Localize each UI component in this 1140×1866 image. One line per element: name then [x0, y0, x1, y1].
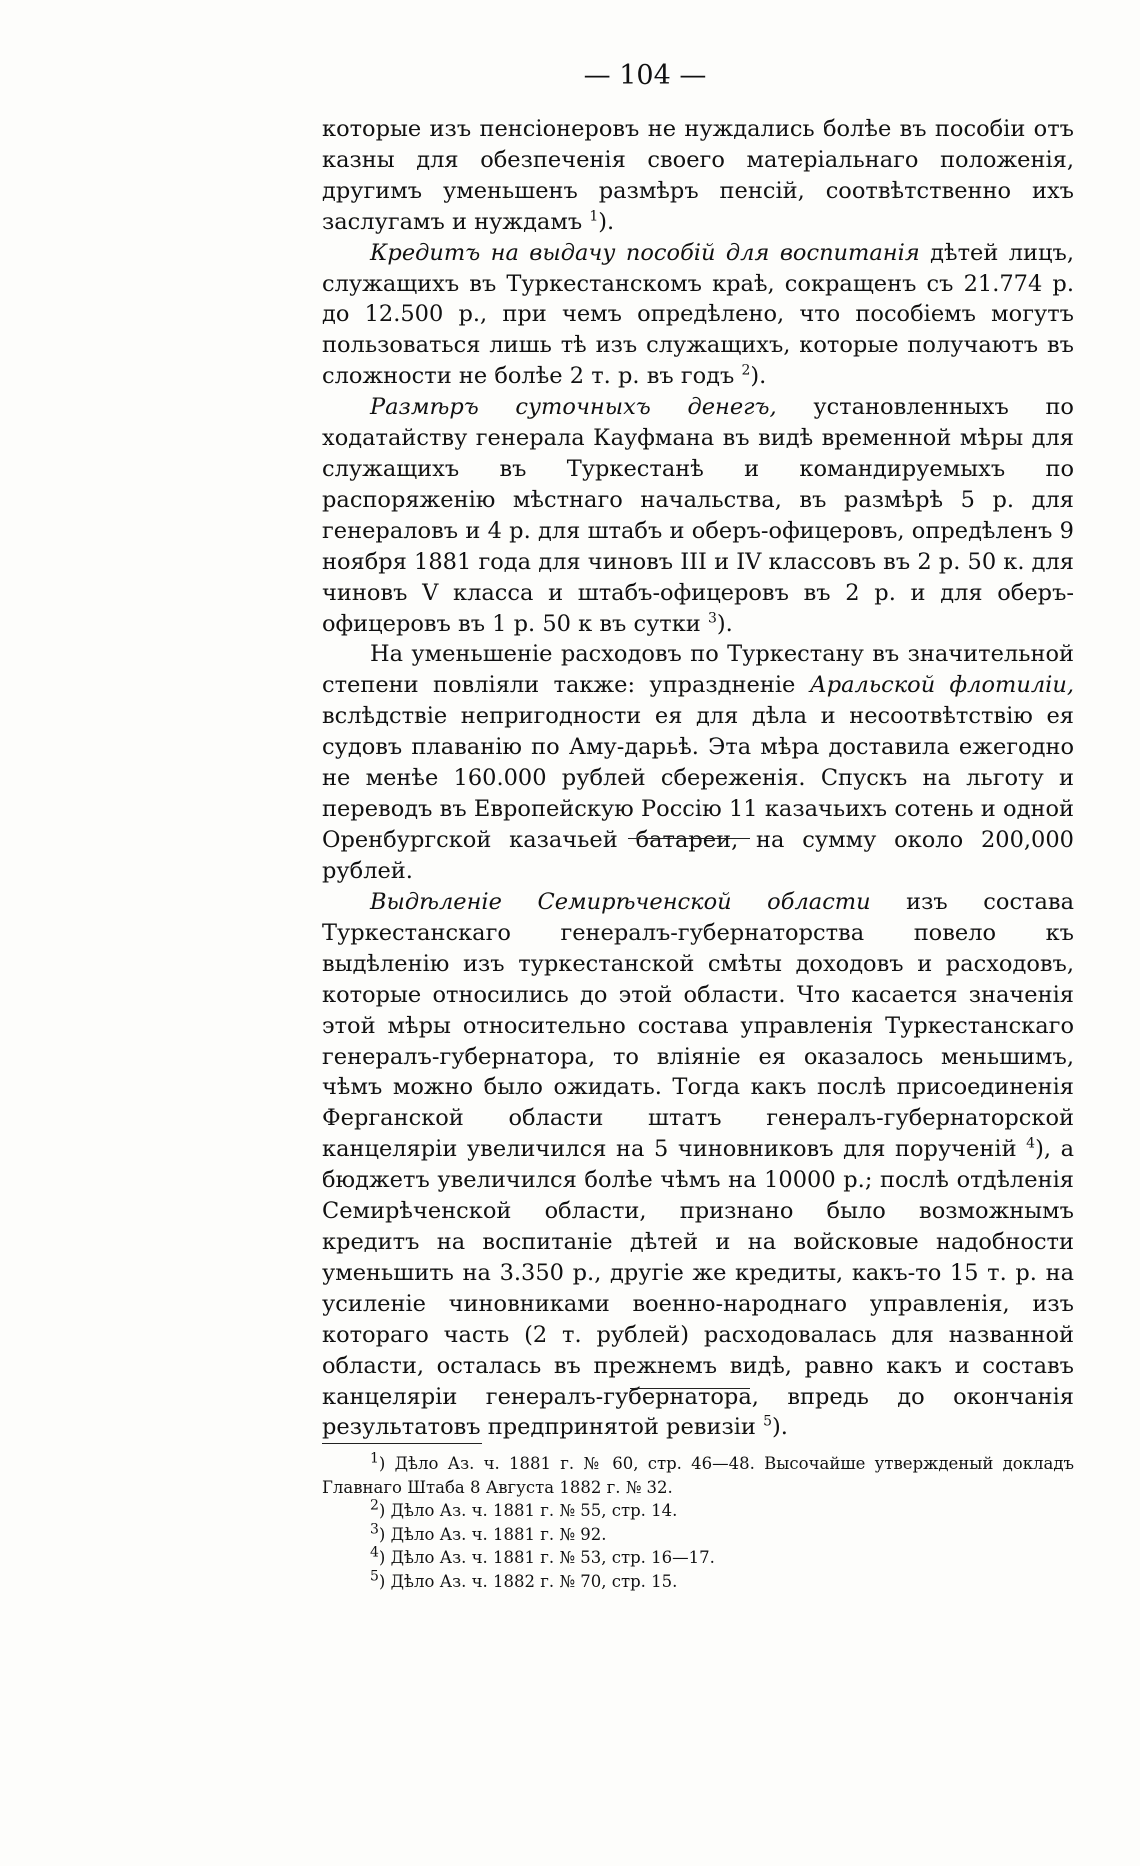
footnote-mark: 5 [370, 1568, 379, 1584]
paragraph-aral-flotilla [322, 639, 1074, 886]
footnote-text: ) Дѣло Аз. ч. 1881 г. № 55, стр. 14. [378, 1501, 678, 1520]
paragraph-end: ). [771, 1414, 788, 1441]
paragraph-pensions [322, 114, 1074, 238]
paragraph-end: ). [598, 208, 615, 235]
footnote-mark: 2 [370, 1497, 379, 1514]
footnote-ref: 3 [707, 610, 717, 626]
paragraph-text: вслѣдствіе непригодности ея для дѣла и несоотвѣтствію ея судовъ плаванію по Аму-дарьѣ. Эта мѣра доставила ежегодно не менѣе 160.000 рублей сбереженія. Спускъ на льготу и переводъ въ Европейскую Россію 11 казачьихъ сотень и одной Оренбургской казачьей батареи, на сумму около 200,000 рублей. [322, 703, 1074, 884]
italic-heading: Аральской флотиліи, [809, 672, 1074, 699]
italic-heading: Размѣръ суточныхъ денегъ, [370, 394, 777, 421]
footnote-ref: 4 [1026, 1135, 1036, 1152]
paragraph-text: дѣтей лицъ, служащихъ въ Туркестанскомъ краѣ, сокращенъ съ 21.774 р. до 12.500 р., при чемъ опредѣлено, что пособіемъ могутъ пользоваться лишь тѣ изъ служащихъ, которые получаютъ въ сложности не болѣе 2 т. р. въ годъ [322, 239, 1074, 390]
section-divider [628, 838, 750, 839]
paragraph-semirechye [322, 887, 1074, 1443]
footnote-ref: 1 [589, 208, 599, 225]
footnote-text: ) Дѣло Аз. ч. 1881 г. № 92. [378, 1524, 607, 1544]
paragraph-text: На уменьшеніе расходовъ по Туркестану въ значительной степени повліяли также: упраздненіе [322, 641, 1074, 699]
footnote-ref: 2 [741, 362, 751, 379]
footnote-text: ) Дѣло Аз. ч. 1881 г. № 53, стр. 16—17. [378, 1548, 715, 1567]
footnote-item [322, 1523, 1074, 1547]
footnote-mark: 4 [370, 1544, 379, 1561]
paragraph-text: изъ состава Туркестанскаго генералъ-губернаторства повело къ выдѣленію изъ туркестанской смѣты доходовъ и расходовъ, которые относились до этой области. Что касается значенія этой мѣры относительно состава управленія Туркестанскаго генералъ-губернатора, то вліяніе ея оказалось меньшимъ, чѣмъ можно было ожидать. Тогда какъ послѣ присоединенія Ферганской области штатъ генералъ-губернаторской канцеляріи увеличился на 5 чиновниковъ для порученій [322, 889, 1074, 1163]
footnote-item [322, 1452, 1074, 1499]
paragraph-text: которые изъ пенсіонеровъ не нуждались болѣе въ пособіи отъ казны для обезпеченія своего матеріальнаго положенія, другимъ уменьшенъ размѣръ пенсій, соотвѣтственно ихъ заслугамъ и нуждамъ [322, 116, 1074, 235]
italic-heading: Кредитъ на выдачу пособій для воспитанія [370, 239, 920, 266]
footnote-mark: 3 [370, 1521, 379, 1537]
footnote-mark: 1 [370, 1450, 379, 1467]
footnotes [322, 1452, 1074, 1593]
paragraph-daily-allowance [322, 392, 1074, 639]
paragraph-text: установленныхъ по ходатайству генерала Кауфмана въ видѣ временной мѣры для служащихъ въ Туркестанѣ и командируемыхъ по распоряженію мѣстнаго начальства, въ размѣрѣ 5 р. для генераловъ и 4 р. для штабъ и оберъ-офицеровъ, опредѣленъ 9 ноября 1881 года для чиновъ III и IV классовъ въ 2 р. 50 к. для чиновъ V класса и штабъ-офицеровъ въ 2 р. и для оберъ-офицеровъ въ 1 р. 50 к въ сутки [322, 394, 1074, 637]
text-block-lower [322, 887, 1074, 1443]
footnote-rule [322, 1443, 482, 1444]
paragraph-text: ), а бюджетъ увеличился болѣе чѣмъ на 10000 р.; послѣ отдѣленія Семирѣченской области, признано было возможнымъ кредитъ на воспитаніе дѣтей и на войсковые надобности уменьшить на 3.350 р., другіе же кредиты, какъ-то 15 т. р. на усиленіе чиновниками военно-народнаго управленія, изъ котораго часть (2 т. рублей) расходовалась для названной области, осталась въ прежнемъ видѣ, равно какъ и составъ канцеляріи генералъ-губернатора, впредь до окончанія результатовъ предпринятой ревизіи [322, 1136, 1074, 1441]
footnote-text: ) Дѣло Аз. ч. 1882 г. № 70, стр. 15. [378, 1571, 678, 1591]
footnote-item [322, 1546, 1074, 1570]
paragraph-end: ). [716, 610, 733, 637]
footnote-ref: 5 [763, 1413, 772, 1430]
footnote-text: ) Дѣло Аз. ч. 1881 г. № 60, стр. 46—48. Высочайше утвержденый докладъ Главнаго Штаба 8 Августа 1882 г. № 32. [322, 1454, 1074, 1497]
section-divider [630, 1388, 750, 1389]
text-block-upper [322, 114, 1074, 887]
paragraph-education-credit [322, 238, 1074, 393]
footnote-item [322, 1499, 1074, 1523]
italic-heading: Выдѣленіе Семирѣченской области [370, 889, 871, 915]
footnote-item [322, 1570, 1074, 1594]
page-number: — 104 — [583, 60, 707, 91]
paragraph-end: ). [750, 363, 767, 390]
